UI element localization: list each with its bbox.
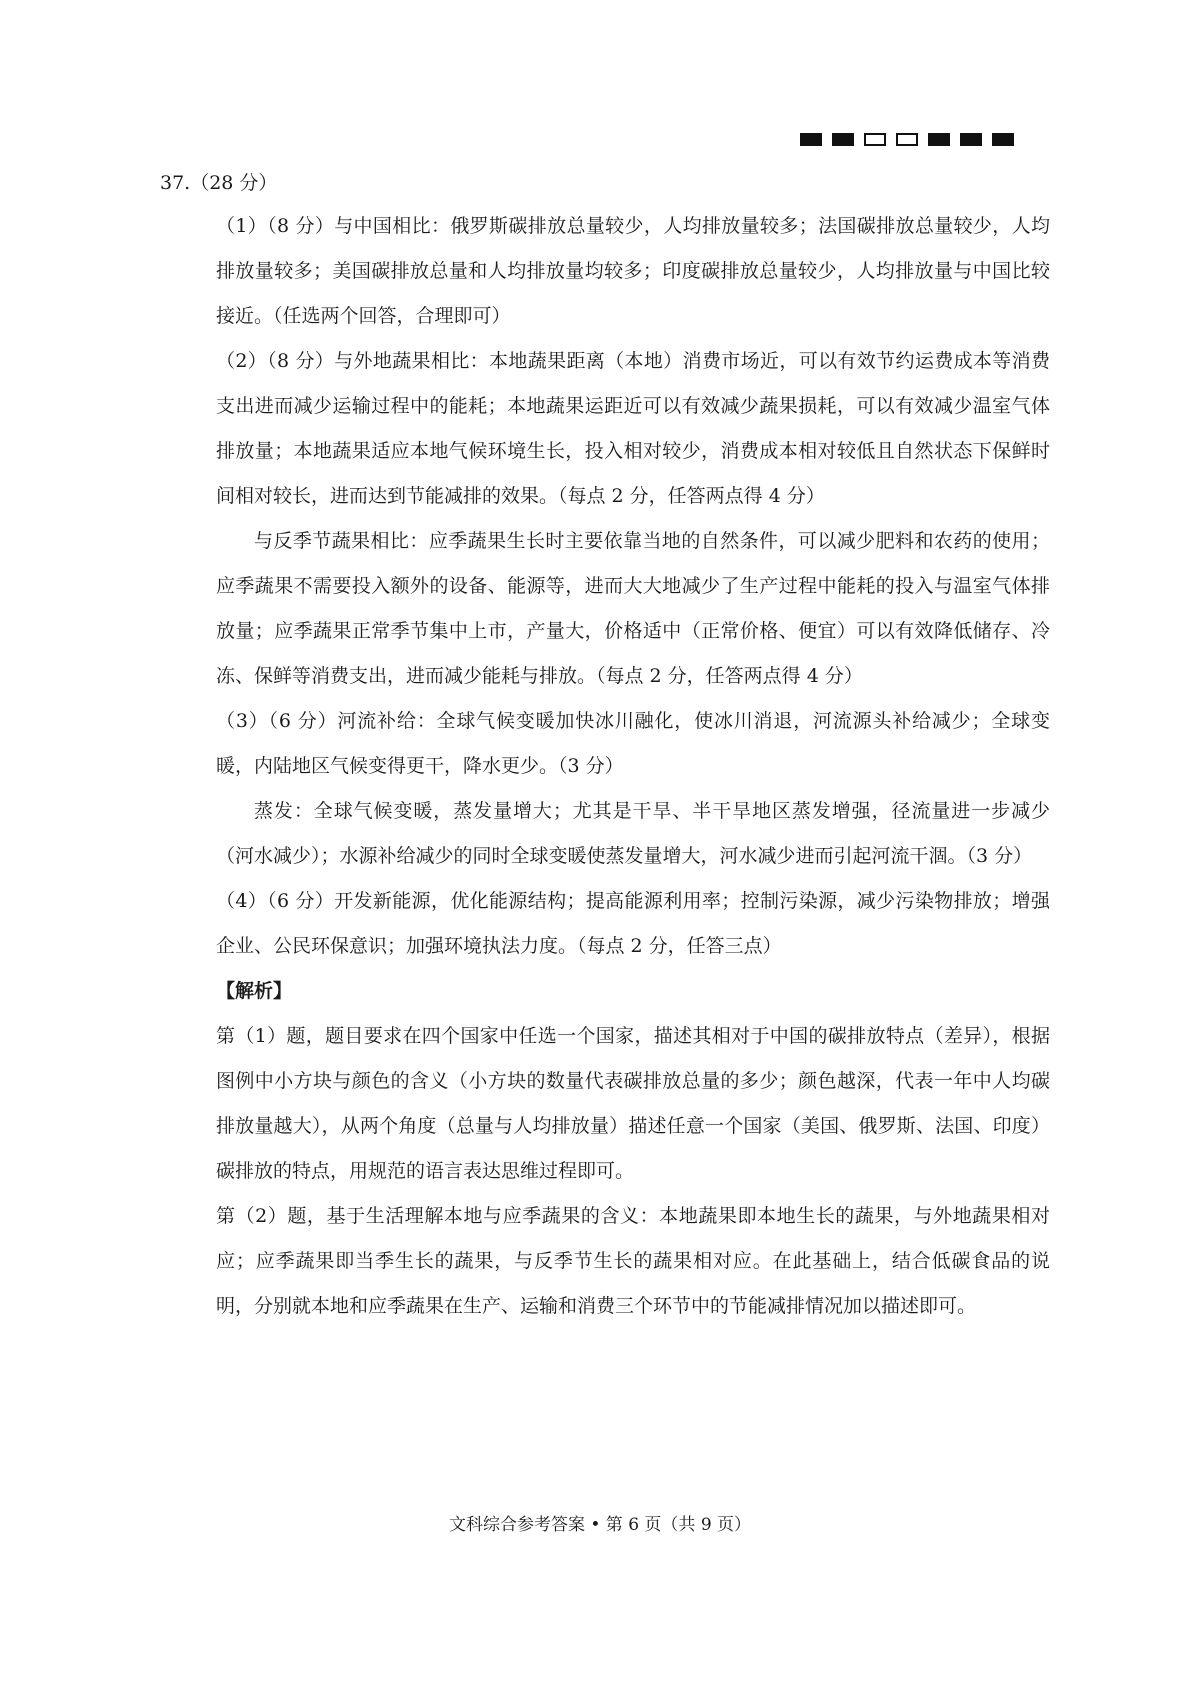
registration-mark [992, 133, 1014, 146]
solution-part-2: 第（2）题，基于生活理解本地与应季蔬果的含义：本地蔬果即本地生长的蔬果，与外地蔬果相对应；应季蔬果即当季生长的蔬果，与反季节生长的蔬果相对应。在此基础上，结合低碳食品的说明，分别就本地和应季蔬果在生产、运输和消费三个环节中的节能减排情况加以描述即可。 [216, 1205, 1050, 1317]
answer-part-3-evaporation: 蒸发：全球气候变暖，蒸发量增大；尤其是干旱、半干旱地区蒸发增强，径流量进一步减少（河水减少）；水源补给减少的同时全球变暖使蒸发量增大，河水减少进而引起河流干涸。（3 分） [216, 800, 1050, 867]
answer-part-2-seasonal: 与反季节蔬果相比：应季蔬果生长时主要依靠当地的自然条件，可以减少肥料和农药的使用；应季蔬果不需要投入额外的设备、能源等，进而大大地减少了生产过程中能耗的投入与温室气体排放量；应季蔬果正常季节集中上市，产量大，价格适中（正常价格、便宜）可以有效降低储存、冷冻、保鲜等消费支出，进而减少能耗与排放。（每点 2 分，任答两点得 4 分） [216, 530, 1050, 687]
question-heading: 37.（28 分） [160, 172, 278, 194]
registration-mark [960, 133, 982, 146]
registration-marks [800, 133, 1014, 146]
answer-part-3: （3）（6 分）河流补给：全球气候变暖加快冰川融化，使冰川消退，河流源头补给减少；全球变暖，内陆地区气候变得更干，降水更少。（3 分） [216, 710, 1050, 777]
answer-part-1: （1）（8 分）与中国相比：俄罗斯碳排放总量较少，人均排放量较多；法国碳排放总量较少，人均排放量较多；美国碳排放总量和人均排放量均较多；印度碳排放总量较少，人均排放量与中国比较接近。（任选两个回答，合理即可） [216, 215, 1050, 327]
page-footer: 文科综合参考答案 • 第 6 页（共 9 页） [448, 1515, 752, 1535]
solution-heading: 【解析】 [216, 980, 293, 1002]
registration-mark [896, 133, 918, 146]
solution-part-1: 第（1）题，题目要求在四个国家中任选一个国家，描述其相对于中国的碳排放特点（差异），根据图例中小方块与颜色的含义（小方块的数量代表碳排放总量的多少；颜色越深，代表一年中人均碳排放量越大），从两个角度（总量与人均排放量）描述任意一个国家（美国、俄罗斯、法国、印度）碳排放的特点，用规范的语言表达思维过程即可。 [216, 1025, 1050, 1182]
registration-mark [864, 133, 886, 146]
answer-part-2: （2）（8 分）与外地蔬果相比：本地蔬果距离（本地）消费市场近，可以有效节约运费成本等消费支出进而减少运输过程中的能耗；本地蔬果运距近可以有效减少蔬果损耗，可以有效减少温室气体排放量；本地蔬果适应本地气候环境生长，投入相对较少，消费成本相对较低且自然状态下保鲜时间相对较长，进而达到节能减排的效果。（每点 2 分，任答两点得 4 分） [216, 350, 1050, 507]
answer-part-4: （4）（6 分）开发新能源，优化能源结构；提高能源利用率；控制污染源，减少污染物排放；增强企业、公民环保意识；加强环境执法力度。（每点 2 分，任答三点） [216, 890, 1050, 957]
registration-mark [800, 133, 822, 146]
registration-mark [928, 133, 950, 146]
registration-mark [832, 133, 854, 146]
answer-content [160, 168, 1050, 1329]
